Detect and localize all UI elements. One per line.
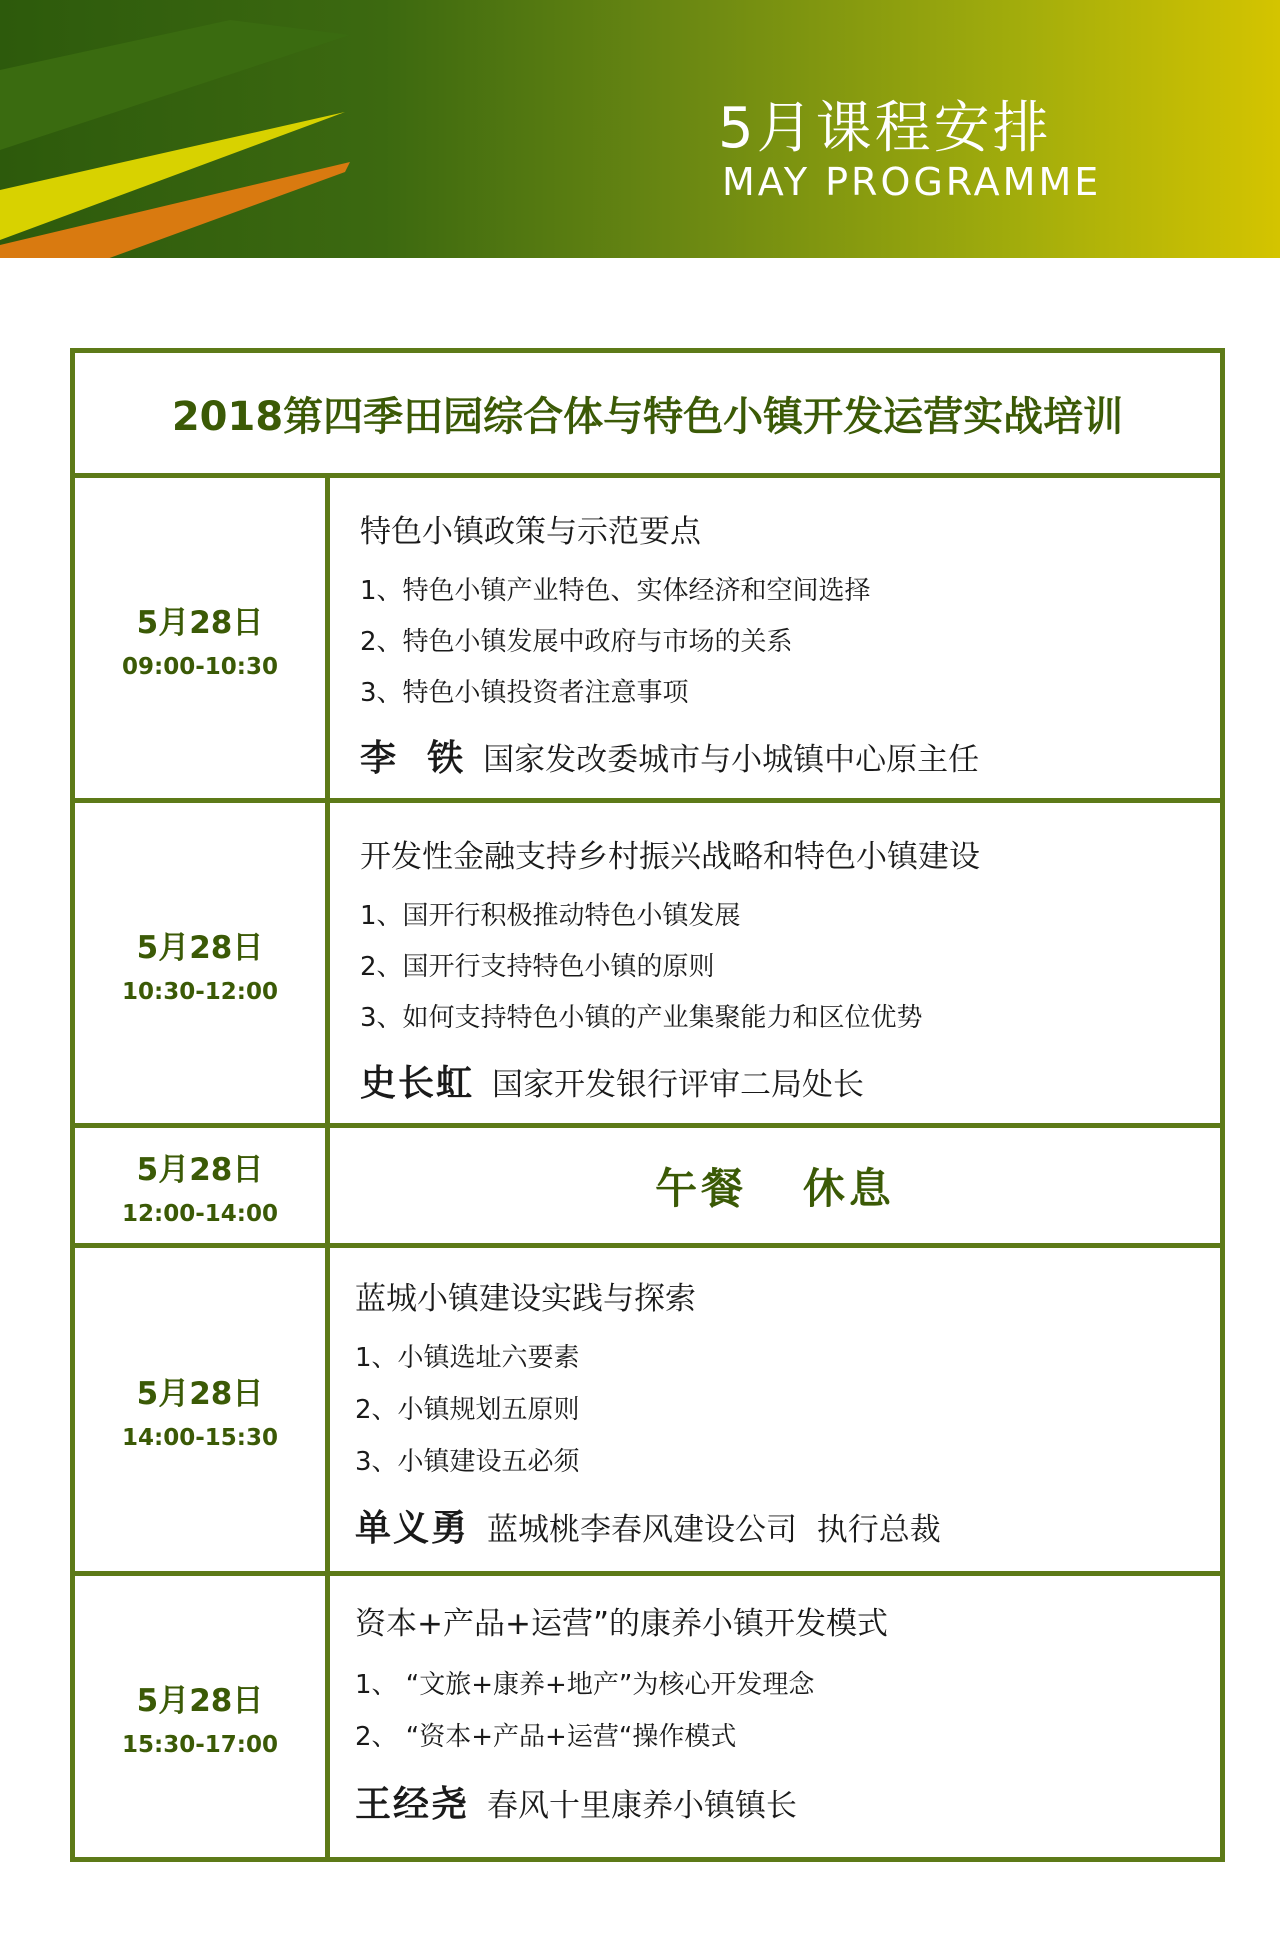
speaker-name: 单义勇 [355, 1508, 470, 1549]
session-topic: 蓝城小镇建设实践与探索 [355, 1281, 696, 1317]
lunch-break-label: 午餐 休息 [655, 1163, 895, 1213]
lunch-row [75, 1128, 1220, 1248]
speaker [360, 1055, 864, 1106]
session-date: 5月28日 [136, 929, 264, 966]
session-date: 5月28日 [136, 1376, 264, 1412]
session-row [75, 478, 1220, 803]
session-row [75, 1576, 1220, 1857]
session-topic: 特色小镇政策与示范要点 [360, 514, 701, 550]
session-item: 2、特色小镇发展中政府与市场的关系 [360, 627, 793, 657]
speaker-title: 国家开发银行评审二局处长 [492, 1067, 865, 1103]
session-content [360, 478, 1200, 798]
session-topic: 开发性金融支持乡村振兴战略和特色小镇建设 [360, 839, 980, 875]
header-banner [0, 0, 1280, 258]
banner-subtitle: MAY PROGRAMME [722, 160, 1102, 204]
speaker-title: 蓝城桃李春风建设公司 执行总裁 [487, 1512, 941, 1548]
session-time: 15:30-17:00 [122, 1732, 278, 1758]
date-cell [75, 1576, 330, 1857]
stripe-dark-green [0, 20, 350, 150]
session-content [355, 1576, 1200, 1857]
table-title: 2018第四季田园综合体与特色小镇开发运营实战培训 [75, 353, 1220, 478]
session-item: 3、如何支持特色小镇的产业集聚能力和区位优势 [360, 1003, 923, 1033]
session-date: 5月28日 [136, 1152, 264, 1188]
session-row [75, 803, 1220, 1128]
session-item: 1、特色小镇产业特色、实体经济和空间选择 [360, 576, 871, 606]
banner-title: 5月课程安排 [718, 96, 1052, 161]
session-item: 3、小镇建设五必须 [355, 1447, 580, 1477]
session-topic: 资本+产品+运营”的康养小镇开发模式 [355, 1606, 889, 1642]
session-item: 2、 “资本+产品+运营“操作模式 [355, 1722, 737, 1752]
session-item: 1、 “文旅+康养+地产”为核心开发理念 [355, 1670, 815, 1700]
speaker-name: 王经尧 [355, 1784, 470, 1825]
session-date: 5月28日 [136, 1683, 264, 1719]
speaker-name: 李 铁 [360, 738, 466, 779]
speaker [355, 1500, 941, 1551]
session-content [355, 1248, 1200, 1571]
session-time: 10:30-12:00 [122, 978, 278, 1005]
date-cell [75, 1128, 330, 1243]
decorative-stripes [0, 0, 1280, 258]
session-item: 3、特色小镇投资者注意事项 [360, 678, 689, 708]
speaker [355, 1776, 797, 1827]
session-time: 09:00-10:30 [122, 653, 278, 680]
session-time: 12:00-14:00 [122, 1201, 278, 1227]
session-item: 1、小镇选址六要素 [355, 1343, 580, 1373]
speaker-title: 春风十里康养小镇镇长 [487, 1788, 798, 1824]
speaker-title: 国家发改委城市与小城镇中心原主任 [483, 742, 980, 778]
session-time: 14:00-15:30 [122, 1425, 278, 1451]
session-row [75, 1248, 1220, 1576]
schedule-table [70, 348, 1225, 1862]
date-cell [75, 478, 330, 798]
date-cell [75, 803, 330, 1123]
session-item: 2、小镇规划五原则 [355, 1395, 580, 1425]
session-content [360, 803, 1200, 1123]
session-date: 5月28日 [136, 604, 264, 641]
date-cell [75, 1248, 330, 1571]
speaker-name: 史长虹 [360, 1063, 475, 1104]
speaker [360, 730, 979, 781]
session-item: 1、国开行积极推动特色小镇发展 [360, 901, 741, 931]
session-item: 2、国开行支持特色小镇的原则 [360, 952, 715, 982]
